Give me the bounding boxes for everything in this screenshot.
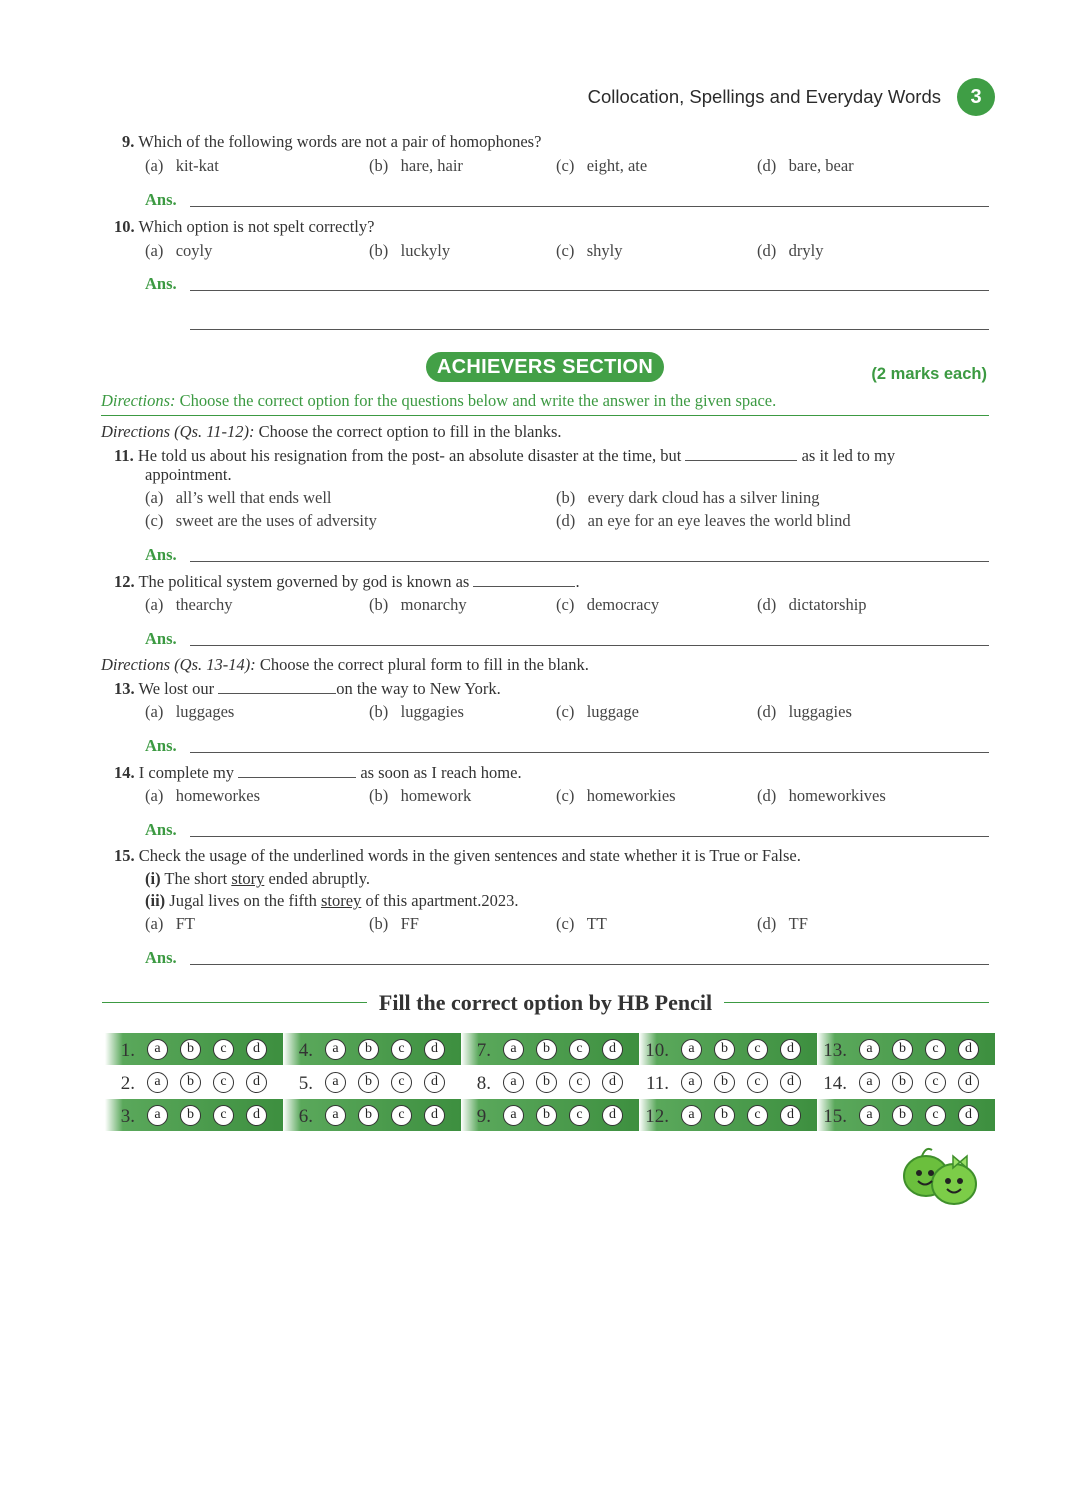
option-key: (b) [556,488,576,507]
omr-bubble-a[interactable]: a [859,1072,880,1093]
option-key: (c) [556,595,575,614]
q13-option-b[interactable] [369,702,464,722]
q14-option-c[interactable] [556,786,676,806]
omr-bubble-a[interactable]: a [681,1105,702,1126]
omr-bubble-b[interactable]: b [536,1039,557,1060]
q11-option-a[interactable] [145,488,332,508]
omr-row-6 [283,1099,461,1131]
q11-option-d[interactable] [556,511,851,531]
question-text: Check the usage of the underlined words in the given sentences and state whether it is True or False. [138,846,801,865]
omr-bubble-a[interactable]: a [859,1105,880,1126]
option-text: FF [400,914,419,933]
omr-bubble-d[interactable]: d [246,1072,267,1093]
omr-bubble-c[interactable]: c [569,1072,590,1093]
omr-row-7 [461,1033,639,1065]
option-text: monarchy [400,595,467,614]
option-key: (c) [145,511,164,530]
omr-bubble-b[interactable]: b [714,1072,735,1093]
section-directions [101,391,776,411]
question-text: He told us about his resignation from the post- an absolute disaster at the time, but [137,446,682,465]
answer-line[interactable] [190,290,989,291]
option-key: (d) [757,702,777,721]
q15-option-a[interactable] [145,914,195,934]
question-9 [122,132,541,152]
answer-line[interactable] [190,836,989,837]
omr-bubble-c[interactable]: c [391,1105,412,1126]
q9-option-b[interactable] [369,156,463,176]
option-key: (d) [757,914,777,933]
chapter-title: Collocation, Spellings and Everyday Words [587,86,941,107]
option-key: (d) [757,595,777,614]
option-key: (c) [556,241,575,260]
q15-sentence-i [145,869,370,889]
omr-bubble-a[interactable]: a [147,1105,168,1126]
omr-row-12 [639,1099,817,1131]
omr-bubble-d[interactable]: d [424,1039,445,1060]
option-text: sweet are the uses of adversity [175,511,377,530]
q13-option-c[interactable] [556,702,639,722]
q14-option-a[interactable] [145,786,260,806]
answer-line-extra[interactable] [190,329,989,330]
question-number: 12. [114,572,135,591]
omr-question-number: 4. [298,1040,313,1061]
question-14 [114,763,522,783]
omr-bubble-group [671,1033,817,1065]
q9-option-c[interactable] [556,156,647,176]
sentence-label: (ii) [145,891,166,910]
option-text: luggagies [788,702,852,721]
option-text: homeworkives [788,786,886,805]
omr-bubble-a[interactable]: a [681,1039,702,1060]
option-key: (d) [757,241,777,260]
omr-bubble-b[interactable]: b [536,1105,557,1126]
omr-bubble-a[interactable]: a [147,1072,168,1093]
fill-blank[interactable] [685,447,797,461]
option-key: (a) [145,914,164,933]
sentence-text-cont: of this apartment.2023. [365,891,519,910]
omr-bubble-b[interactable]: b [358,1105,379,1126]
omr-bubble-group [137,1033,283,1065]
option-text: every dark cloud has a silver lining [587,488,820,507]
omr-question-number: 14. [823,1073,847,1094]
omr-bubble-d[interactable]: d [958,1039,979,1060]
omr-bubble-a[interactable]: a [325,1105,346,1126]
omr-bubble-d[interactable]: d [602,1072,623,1093]
omr-row-2 [105,1066,283,1098]
answer-line[interactable] [190,561,989,562]
omr-bubble-c[interactable]: c [747,1072,768,1093]
option-text: eight, ate [586,156,648,175]
omr-bubble-c[interactable]: c [925,1039,946,1060]
question-text: Which option is not spelt correctly? [138,217,375,236]
omr-column [283,1033,461,1131]
omr-question-number: 10. [645,1040,669,1061]
omr-row-9 [461,1099,639,1131]
omr-row-15 [817,1099,995,1131]
marks-note: (2 marks each) [871,365,987,383]
omr-bubble-c[interactable]: c [925,1072,946,1093]
option-text: homeworkes [175,786,261,805]
option-text: hare, hair [400,156,463,175]
omr-bubble-group [671,1099,817,1131]
option-text: all’s well that ends well [175,488,332,507]
q10-option-a[interactable] [145,241,212,261]
q14-option-d[interactable] [757,786,886,806]
omr-question-number: 13. [823,1040,847,1061]
question-end: . [575,572,580,591]
question-10 [114,217,374,237]
omr-bubble-a[interactable]: a [859,1039,880,1060]
q10-option-b[interactable] [369,241,450,261]
fill-blank[interactable] [473,573,575,587]
fill-blank[interactable] [238,764,356,778]
option-text: kit-kat [175,156,219,175]
omr-bubble-d[interactable]: d [780,1039,801,1060]
chapter-number-badge: 3 [957,78,995,116]
omr-bubble-c[interactable]: c [391,1039,412,1060]
omr-question-number: 12. [645,1106,669,1127]
omr-bubble-b[interactable]: b [358,1039,379,1060]
omr-bubble-c[interactable]: c [569,1039,590,1060]
q13-option-a[interactable] [145,702,234,722]
question-number: 10. [114,217,135,236]
omr-question-number: 5. [298,1073,313,1094]
omr-question-number: 11. [645,1073,669,1094]
q12-option-b[interactable] [369,595,467,615]
omr-question-number: 7. [476,1040,491,1061]
q15-option-c[interactable] [556,914,607,934]
directions-label: Directions (Qs. 13-14): [101,655,256,674]
q10-option-c[interactable] [556,241,622,261]
q15-sentence-ii [145,891,519,911]
option-text: shyly [586,241,623,260]
answer-label: Ans. [145,629,177,648]
directions-13-14 [101,655,589,675]
sentence-text: The short [164,869,228,888]
option-key: (a) [145,786,164,805]
omr-bubble-b[interactable]: b [714,1105,735,1126]
option-key: (b) [369,914,389,933]
omr-column [461,1033,639,1131]
omr-bubble-a[interactable]: a [147,1039,168,1060]
omr-bubble-a[interactable]: a [503,1072,524,1093]
question-number: 9. [122,132,135,151]
omr-bubble-group [493,1033,639,1065]
omr-question-number: 15. [823,1106,847,1127]
omr-bubble-d[interactable]: d [246,1105,267,1126]
question-11 [114,446,895,466]
question-number: 13. [114,679,135,698]
omr-bubble-group [315,1066,461,1098]
omr-bubble-c[interactable]: c [747,1039,768,1060]
option-text: luggage [586,702,639,721]
omr-bubble-b[interactable]: b [358,1072,379,1093]
q11-option-c[interactable] [145,511,377,531]
omr-question-number: 1. [120,1040,135,1061]
pea-mascot-icon [898,1146,984,1210]
omr-question-number: 3. [120,1106,135,1127]
directions-text: Choose the correct option for the questions below and write the answer in the given space. [179,391,777,410]
omr-bubble-b[interactable]: b [180,1072,201,1093]
question-text: The political system governed by god is known as [138,572,470,591]
option-text: TF [788,914,808,933]
question-12 [114,572,580,592]
option-text: luggagies [400,702,464,721]
omr-question-number: 6. [298,1106,313,1127]
option-key: (c) [556,786,575,805]
q12-option-c[interactable] [556,595,659,615]
option-key: (b) [369,595,389,614]
omr-bubble-d[interactable]: d [424,1072,445,1093]
q15-option-d[interactable] [757,914,808,934]
omr-bubble-group [137,1066,283,1098]
answer-line[interactable] [190,752,989,753]
omr-bubble-a[interactable]: a [325,1072,346,1093]
omr-question-number: 9. [476,1106,491,1127]
question-number: 14. [114,763,135,782]
answer-line[interactable] [190,964,989,965]
omr-bubble-b[interactable]: b [714,1039,735,1060]
omr-bubble-b[interactable]: b [892,1072,913,1093]
omr-bubble-c[interactable]: c [391,1072,412,1093]
q14-option-b[interactable] [369,786,471,806]
omr-row-5 [283,1066,461,1098]
underlined-word: story [231,869,265,888]
question-text-cont: as soon as I reach home. [360,763,522,782]
q9-option-a[interactable] [145,156,219,176]
sentence-label: (i) [145,869,161,888]
directions-label: Directions: [101,391,176,410]
option-key: (c) [556,156,575,175]
q12-option-d[interactable] [757,595,867,615]
answer-label: Ans. [145,545,177,564]
question-text-cont: on the way to New York. [336,679,501,698]
omr-bubble-b[interactable]: b [180,1105,201,1126]
omr-bubble-b[interactable]: b [536,1072,557,1093]
omr-question-number: 2. [120,1073,135,1094]
question-15 [114,846,801,866]
omr-column [817,1033,995,1131]
omr-bubble-d[interactable]: d [958,1072,979,1093]
answer-label: Ans. [145,820,177,839]
option-text: coyly [175,241,213,260]
fill-blank[interactable] [218,680,336,694]
q10-option-d[interactable] [757,241,823,261]
directions-text: Choose the correct option to fill in the blanks. [258,422,562,441]
option-key: (b) [369,156,389,175]
question-text: Which of the following words are not a pair of homophones? [138,132,542,151]
option-key: (a) [145,488,164,507]
section-divider [101,415,989,416]
omr-bubble-d[interactable]: d [780,1105,801,1126]
option-text: bare, bear [788,156,854,175]
omr-bubble-group [315,1099,461,1131]
directions-label: Directions (Qs. 11-12): [101,422,255,441]
omr-bubble-c[interactable]: c [569,1105,590,1126]
option-key: (d) [757,156,777,175]
omr-question-number: 8. [476,1073,491,1094]
question-13 [114,679,501,699]
omr-bubble-c[interactable]: c [213,1105,234,1126]
option-key: (a) [145,156,164,175]
directions-11-12 [101,422,562,442]
option-key: (c) [556,702,575,721]
omr-bubble-b[interactable]: b [180,1039,201,1060]
question-number: 15. [114,846,135,865]
omr-row-3 [105,1099,283,1131]
omr-row-8 [461,1066,639,1098]
omr-bubble-group [315,1033,461,1065]
answer-line[interactable] [190,206,989,207]
omr-bubble-group [849,1066,995,1098]
omr-row-1 [105,1033,283,1065]
omr-row-11 [639,1066,817,1098]
omr-bubble-a[interactable]: a [503,1039,524,1060]
option-key: (a) [145,595,164,614]
answer-label: Ans. [145,948,177,967]
option-text: dryly [788,241,824,260]
option-key: (a) [145,241,164,260]
omr-title-text: Fill the correct option by HB Pencil [367,990,724,1015]
answer-label: Ans. [145,736,177,755]
q9-option-d[interactable] [757,156,854,176]
question-number: 11. [114,446,134,465]
omr-row-13 [817,1033,995,1065]
omr-column [639,1033,817,1131]
omr-bubble-a[interactable]: a [503,1105,524,1126]
option-text: an eye for an eye leaves the world blind [587,511,851,530]
omr-bubble-c[interactable]: c [213,1039,234,1060]
answer-label: Ans. [145,274,177,293]
omr-bubble-group [493,1066,639,1098]
q15-option-b[interactable] [369,914,419,934]
option-text: luckyly [400,241,451,260]
omr-bubble-d[interactable]: d [602,1105,623,1126]
omr-bubble-d[interactable]: d [958,1105,979,1126]
omr-bubble-group [849,1099,995,1131]
omr-row-14 [817,1066,995,1098]
omr-bubble-b[interactable]: b [892,1039,913,1060]
omr-bubble-c[interactable]: c [925,1105,946,1126]
question-11-cont: appointment. [145,465,232,484]
sentence-text: Jugal lives on the fifth [169,891,317,910]
q13-option-d[interactable] [757,702,852,722]
option-key: (b) [369,241,389,260]
omr-bubble-d[interactable]: d [424,1105,445,1126]
question-text: I complete my [138,763,235,782]
option-key: (b) [369,786,389,805]
omr-column [105,1033,283,1131]
sentence-text-cont: ended abruptly. [268,869,370,888]
omr-bubble-b[interactable]: b [892,1105,913,1126]
omr-bubble-group [137,1099,283,1131]
answer-label: Ans. [145,190,177,209]
omr-title [0,990,1091,1016]
omr-row-10 [639,1033,817,1065]
option-text: TT [586,914,607,933]
omr-bubble-group [671,1066,817,1098]
omr-bubble-d[interactable]: d [602,1039,623,1060]
option-key: (d) [556,511,576,530]
directions-text: Choose the correct plural form to fill in the blank. [259,655,589,674]
omr-bubble-c[interactable]: c [747,1105,768,1126]
option-text: thearchy [175,595,233,614]
question-text-cont: as it led to my [801,446,896,465]
q12-option-a[interactable] [145,595,233,615]
option-text: luggages [175,702,235,721]
omr-bubble-d[interactable]: d [780,1072,801,1093]
option-key: (d) [757,786,777,805]
omr-bubble-a[interactable]: a [325,1039,346,1060]
underlined-word: storey [320,891,362,910]
option-text: FT [175,914,195,933]
omr-bubble-group [849,1033,995,1065]
option-text: dictatorship [788,595,867,614]
option-key: (c) [556,914,575,933]
option-key: (a) [145,702,164,721]
omr-bubble-a[interactable]: a [681,1072,702,1093]
option-text: homeworkies [586,786,676,805]
option-key: (b) [369,702,389,721]
q11-option-b[interactable] [556,488,819,508]
question-text: We lost our [138,679,215,698]
achievers-section-heading: ACHIEVERS SECTION [426,352,664,382]
option-text: homework [400,786,472,805]
omr-bubble-d[interactable]: d [246,1039,267,1060]
answer-line[interactable] [190,645,989,646]
omr-row-4 [283,1033,461,1065]
omr-bubble-group [493,1099,639,1131]
option-text: democracy [586,595,660,614]
omr-bubble-c[interactable]: c [213,1072,234,1093]
